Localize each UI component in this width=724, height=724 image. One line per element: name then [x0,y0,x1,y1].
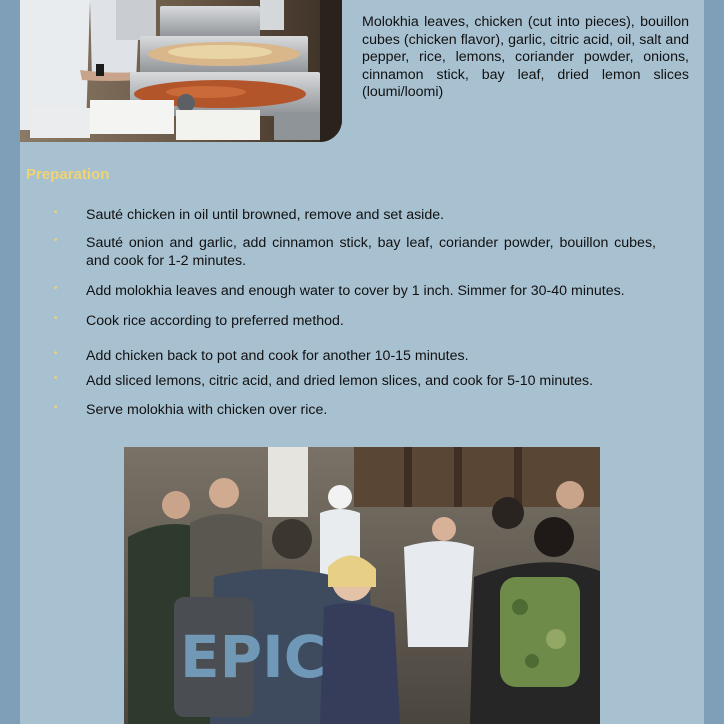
step-item [54,348,656,366]
step-text: Sauté chicken in oil until browned, remove and set aside. [86,207,445,223]
bullet-icon: • [54,402,58,413]
step-text: Serve molokhia with chicken over rice. [86,402,328,418]
step-text: Add chicken back to pot and cook for another 10-15 minutes. [86,348,469,364]
bullet-icon: • [54,373,58,384]
step-text: Add sliced lemons, citric acid, and dried lemon slices, and cook for 5-10 minutes. [86,373,594,389]
step-item [54,207,656,225]
step-item [54,402,656,420]
step-item [54,313,656,331]
watermark-logo-text: EPIC [180,623,327,691]
food-trays-photo [20,0,342,142]
step-text: Sauté onion and garlic, add cinnamon stick, bay leaf, coriander powder, bouillon cubes, and cook for 1-2 minutes. [86,235,656,269]
crowd-illustration [124,447,600,724]
food-trays-illustration [20,0,342,142]
bullet-icon: • [54,348,58,359]
crowd-photo [124,447,600,724]
bullet-icon: • [54,235,58,246]
recipe-page [20,0,704,724]
epic-watermark-logo [180,623,326,691]
bullet-icon: • [54,207,58,218]
step-text: Cook rice according to preferred method. [86,313,344,329]
step-item [54,235,656,270]
preparation-heading: Preparation [26,166,110,183]
ingredients-list: Molokhia leaves, chicken (cut into pieces), bouillon cubes (chicken flavor), garlic, citric acid, oil, salt and pepper, rice, lemons, coriander powder, onions, cinnamon stick, bay leaf, dried lemon slices (loumi/loomi) [362,14,689,101]
bullet-icon: • [54,283,58,294]
step-item [54,283,656,301]
step-item [54,373,656,391]
bullet-icon: • [54,313,58,324]
step-text: Add molokhia leaves and enough water to cover by 1 inch. Simmer for 30-40 minutes. [86,283,625,299]
